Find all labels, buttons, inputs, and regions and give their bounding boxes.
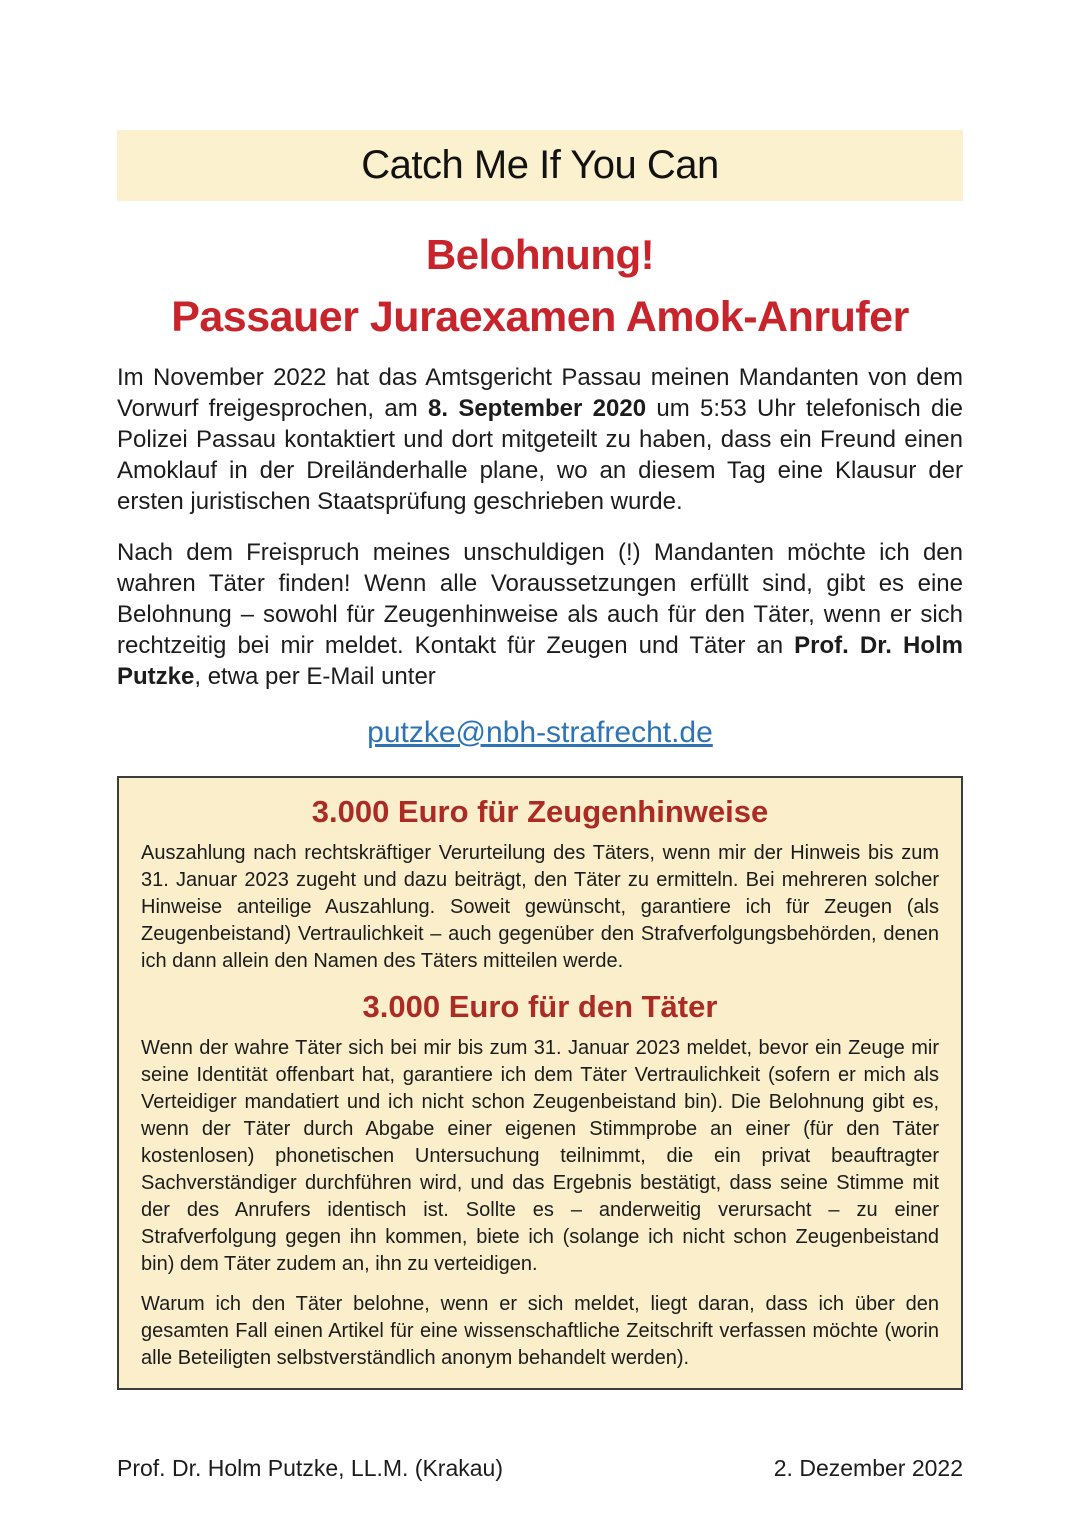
footer-author: Prof. Dr. Holm Putzke, LL.M. (Krakau) xyxy=(117,1455,504,1481)
reward-headline: Belohnung! xyxy=(425,231,655,278)
case-headline: Passauer Juraexamen Amok-Anrufer xyxy=(171,293,909,341)
witness-reward-heading: 3.000 Euro für Zeugenhinweise xyxy=(311,794,769,829)
email-row xyxy=(117,716,963,750)
footer-date: 2. Dezember 2022 xyxy=(773,1455,963,1481)
perpetrator-reward-text-1: Wenn der wahre Täter sich bei mir bis zum 31. Januar 2023 meldet, bevor ein Zeuge mir seine Identität offenbart hat, garantiere ich dem Täter Vertraulichkeit (sofern er mich als Verteidiger mandatiert und ich nicht schon Zeugenbeistand bin). Die Belohnung gibt es, wenn der Täter durch Abgabe einer eigenen Stimmprobe an einer (für den Täter kostenlosen) phonetischen Untersuchung teilnimmt, die ein privat beauftragter Sachverständiger durchführen wird, und das Ergebnis bestätigt, dass seine Stimme mit der des Anrufers identisch ist. Sollte es – anderweitig verursacht – zu einer Strafverfolgung gegen ihn kommen, biete ich (solange ich nicht schon Zeugenbeistand bin) dem Täter zudem an, ihn zu verteidigen. xyxy=(141,1037,939,1275)
intro-paragraph-2 xyxy=(117,537,963,692)
perpetrator-reward-heading: 3.000 Euro für den Täter xyxy=(362,989,718,1024)
perpetrator-reward-text-2: Warum ich den Täter belohne, wenn er sich meldet, liegt daran, dass ich über den gesamten Fall einen Artikel für eine wissenschaftliche Zeitschrift verfassen möchte (worin alle Beteiligten selbstverständlich anonym behandelt werden). xyxy=(141,1293,939,1369)
title-banner xyxy=(117,130,963,201)
witness-reward-text: Auszahlung nach rechtskräftiger Verurteilung des Täters, wenn mir der Hinweis bis zum 31. Januar 2023 zugeht und dazu beiträgt, den Täter zu ermitteln. Bei mehreren solcher Hinweise anteilige Auszahlung. Soweit gewünscht, garantiere ich für Zeugen (als Zeugenbeistand) Vertraulichkeit – auch gegenüber den Strafverfolgungsbehörden, denen ich dann allein den Namen des Täters mitteilen werde. xyxy=(141,842,939,972)
contact-name-bold: Prof. Dr. Holm Putzke xyxy=(117,632,963,690)
intro-paragraph-1 xyxy=(117,362,963,517)
document-title: Catch Me If You Can xyxy=(361,143,719,187)
footer xyxy=(117,1455,963,1482)
email-link[interactable]: putzke@nbh-strafrecht.de xyxy=(367,716,713,749)
intro-paragraph-1-text: Im November 2022 hat das Amtsgericht Passau meinen Mandanten von dem Vorwurf freigesprochen, am xyxy=(117,364,963,422)
intro-paragraph-1-continued: um 5:53 Uhr telefonisch die Polizei Passau kontaktiert und dort mitgeteilt zu haben, dass ein Freund einen Amoklauf in der Dreiländerhalle plane, wo an diesem Tag eine Klausur der ersten juristischen Staatsprüfung geschrieben wurde. xyxy=(117,395,964,515)
intro-paragraph-2-text: Nach dem Freispruch meines unschuldigen (!) Mandanten möchte ich den wahren Täter finden! Wenn alle Voraussetzungen erfüllt sind, gibt es eine Belohnung – sowohl für Zeugenhinweise als auch für den Täter, wenn er sich rechtzeitig bei mir meldet. Kontakt für Zeugen und Täter an xyxy=(117,539,963,659)
reward-box xyxy=(117,776,963,1390)
trial-date-bold: 8. September 2020 xyxy=(428,395,647,422)
intro-paragraph-2-continued: , etwa per E-Mail unter xyxy=(194,663,436,690)
